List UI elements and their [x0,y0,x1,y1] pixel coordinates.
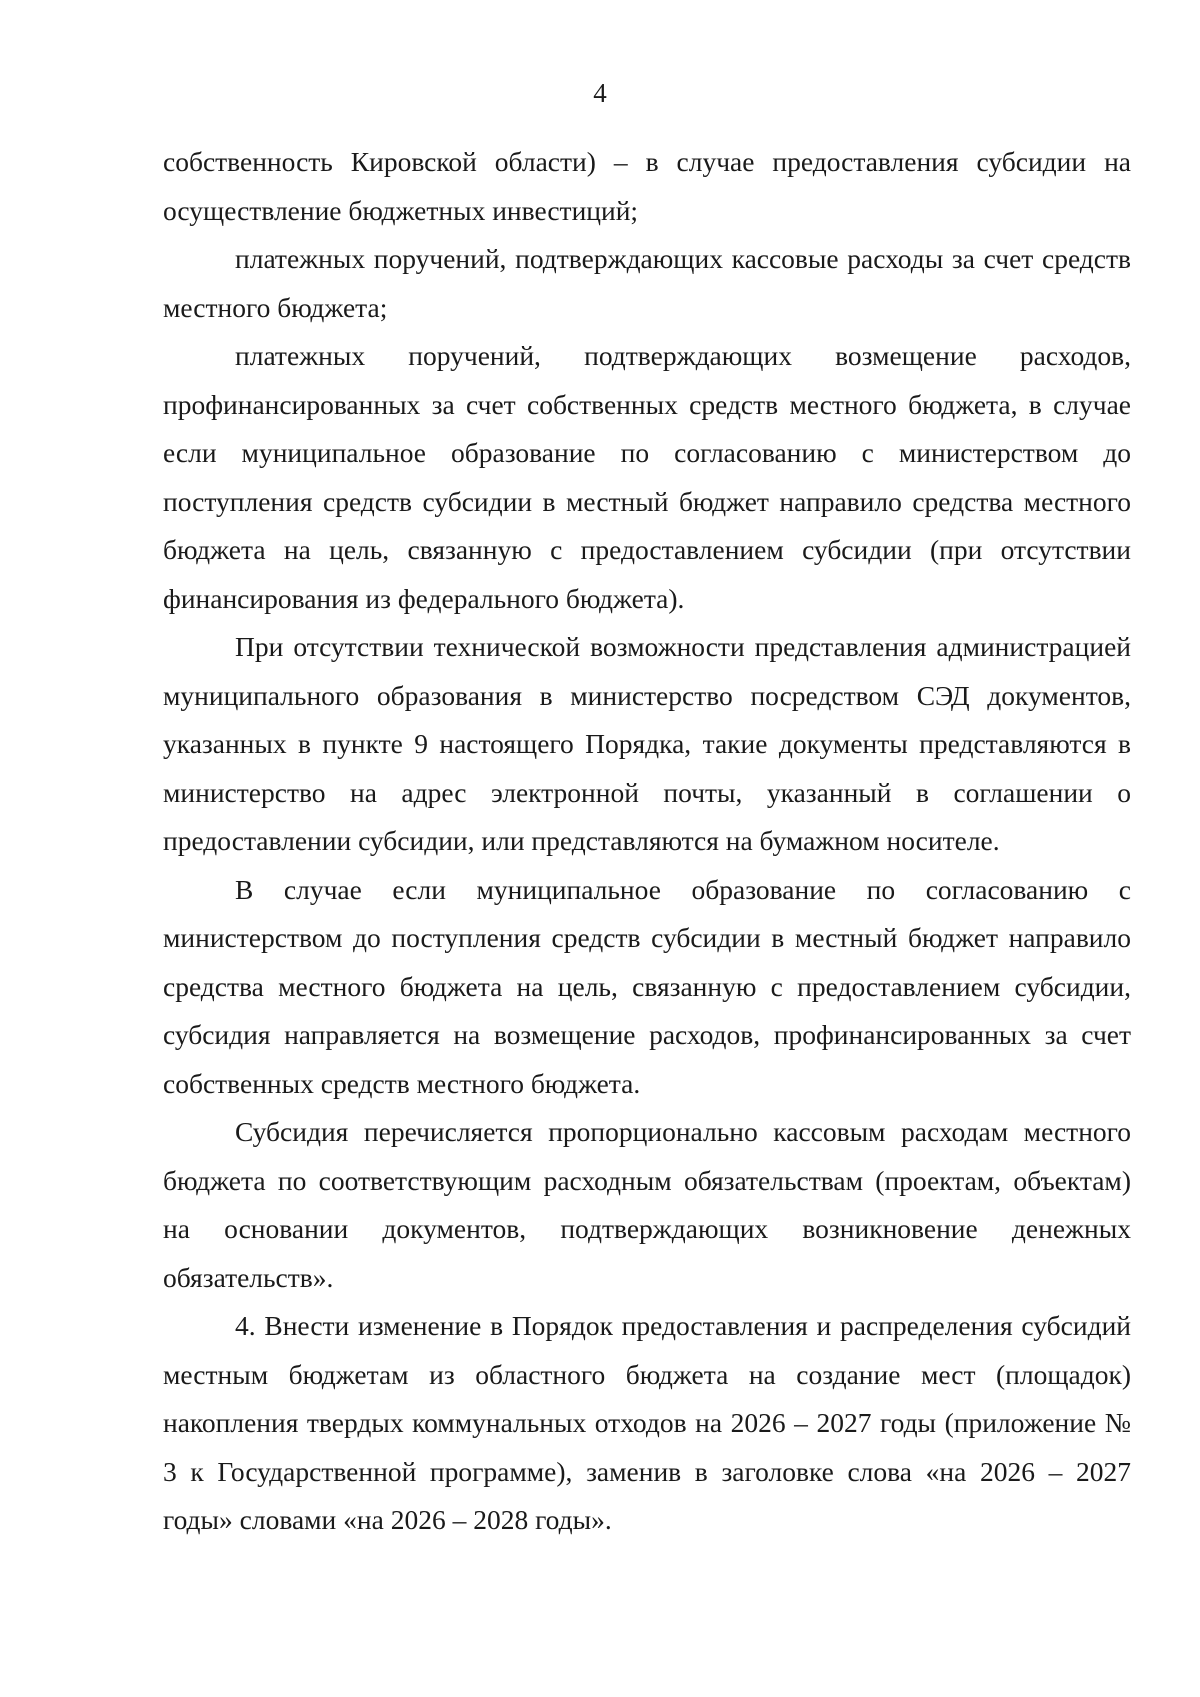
paragraph-no-technical-capability: При отсутствии технической возможности представления администрацией муниципального образования в министерство посредством СЭД документов, указанных в пункте 9 настоящего Порядка, такие документы представляются в министерство на адрес электронной почты, указанный в соглашении о предоставлении субсидии, или представляются на бумажном носителе. [163,631,1131,856]
document-body [163,138,1131,1545]
paragraph-item-4: 4. Внести изменение в Порядок предоставления и распределения субсидий местным бюджетам из областного бюджета на создание мест (площадок) накопления твердых коммунальных отходов на 2026 – 2027 годы (приложение № 3 к Государственной программе), заменив в заголовке слова «на 2026 – 2027 годы» словами «на 2026 – 2028 годы». [163,1310,1131,1535]
paragraph-payment-orders-reimbursement: платежных поручений, подтверждающих возмещение расходов, профинансированных за счет собственных средств местного бюджета, в случае если муниципальное образование по согласованию с министерством до поступления средств субсидии в местный бюджет направило средства местного бюджета на цель, связанную с предоставлением субсидии (при отсутствии финансирования из федерального бюджета). [163,340,1131,614]
paragraph-continuation: собственность Кировской области) – в случае предоставления субсидии на осуществление бюджетных инвестиций; [163,146,1131,226]
paragraph-payment-orders-expenses: платежных поручений, подтверждающих кассовые расходы за счет средств местного бюджета; [163,243,1131,323]
paragraph-reimbursement-case: В случае если муниципальное образование по согласованию с министерством до поступления средств субсидии в местный бюджет направило средства местного бюджета на цель, связанную с предоставлением субсидии, субсидия направляется на возмещение расходов, профинансированных за счет собственных средств местного бюджета. [163,873,1131,1099]
paragraph-subsidy-transfer: Субсидия перечисляется пропорционально кассовым расходам местного бюджета по соответствующим расходным обязательствам (проектам, объектам) на основании документов, подтверждающих возникновение денежных обязательств». [163,1116,1131,1293]
page-number: 4 [593,78,607,108]
